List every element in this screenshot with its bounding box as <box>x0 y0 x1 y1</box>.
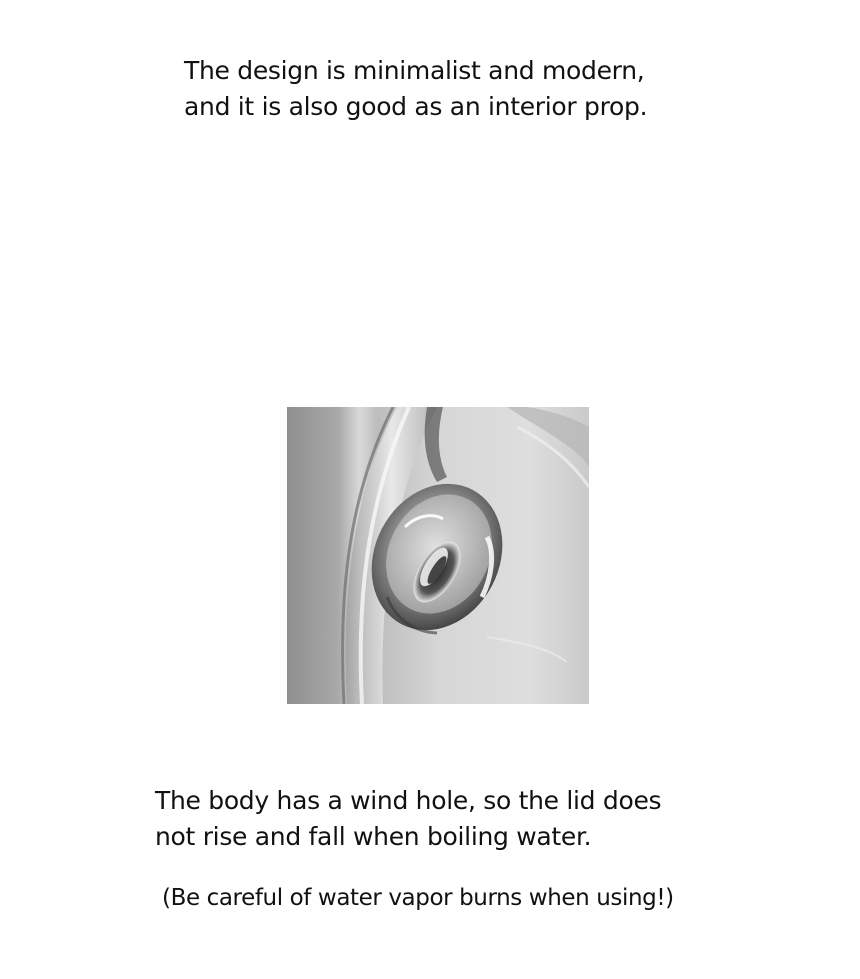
feature-line-1: The body has a wind hole, so the lid does <box>155 786 662 815</box>
intro-line-1: The design is minimalist and modern, <box>184 56 645 85</box>
feature-line-2: not rise and fall when boiling water. <box>155 822 592 851</box>
kettle-wind-hole-illustration <box>287 407 589 704</box>
intro-line-2: and it is also good as an interior prop. <box>184 92 648 121</box>
feature-text <box>155 783 795 855</box>
intro-text <box>184 53 704 125</box>
caution-note: (Be careful of water vapor burns when using!) <box>162 885 674 911</box>
kettle-wind-hole-photo <box>287 407 589 704</box>
